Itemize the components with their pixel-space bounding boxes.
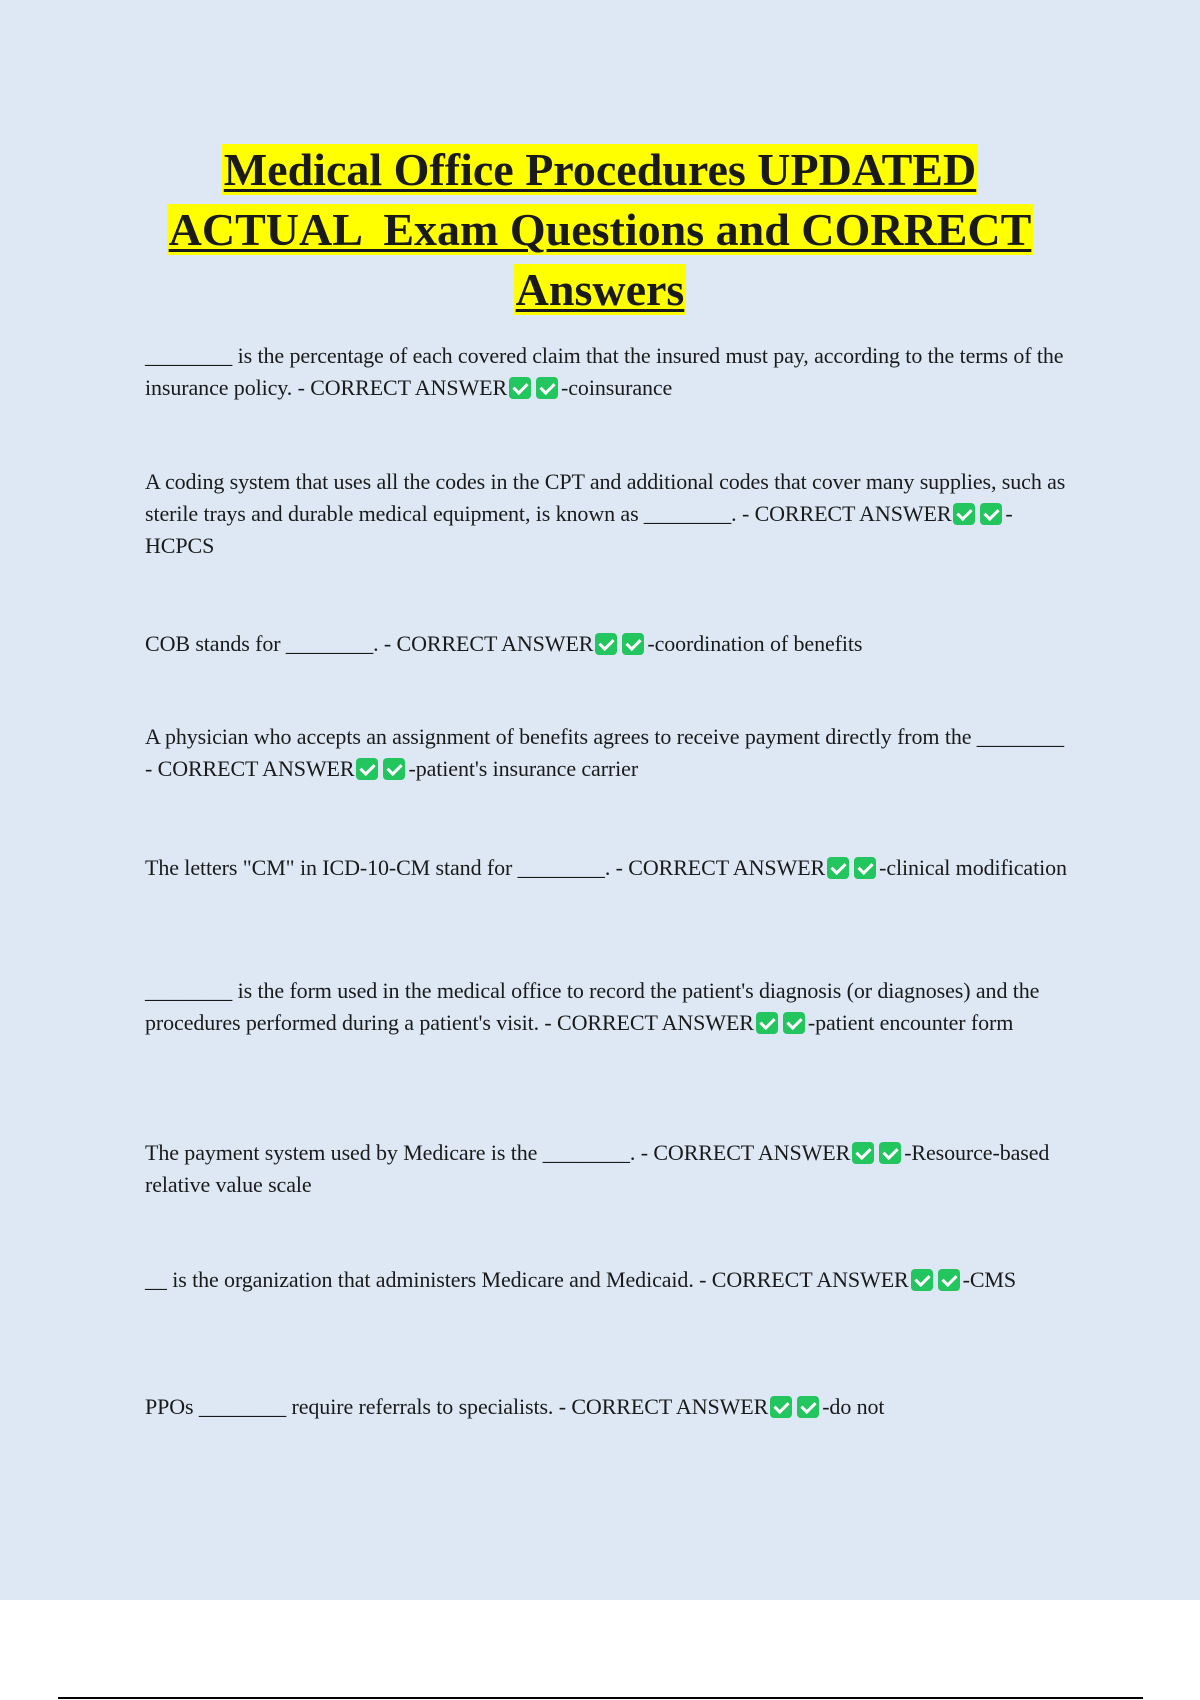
answer-text: -coordination of benefits	[647, 631, 863, 656]
footer-divider	[58, 1697, 1143, 1699]
question-text: The letters "CM" in ICD-10-CM stand for ________.	[145, 855, 616, 880]
question-text: COB stands for ________.	[145, 631, 384, 656]
answer-text: -coinsurance	[561, 375, 673, 400]
question-text: __ is the organization that administers Medicare and Medicaid.	[145, 1267, 700, 1292]
check-icon	[383, 758, 405, 780]
title-line: Medical Office Procedures UPDATED	[223, 144, 977, 195]
question-text: The payment system used by Medicare is the ________.	[145, 1140, 641, 1165]
question-item	[145, 466, 1070, 562]
question-text: PPOs ________ require referrals to specialists.	[145, 1394, 559, 1419]
check-icon	[854, 857, 876, 879]
answer-text: -do not	[822, 1394, 885, 1419]
answer-label: - CORRECT ANSWER	[297, 375, 508, 400]
question-item	[145, 340, 1070, 404]
check-icon	[356, 758, 378, 780]
answer-label: - CORRECT ANSWER	[383, 631, 594, 656]
title-line: ACTUAL Exam Questions and CORRECT	[168, 204, 1032, 255]
check-icon	[911, 1269, 933, 1291]
check-icon	[536, 377, 558, 399]
question-text: A physician who accepts an assignment of benefits agrees to receive payment directly from the ________	[145, 724, 1065, 749]
check-icon	[622, 633, 644, 655]
question-item	[145, 1391, 1070, 1423]
answer-text: -clinical modification	[879, 855, 1067, 880]
check-icon	[797, 1396, 819, 1418]
check-icon	[852, 1142, 874, 1164]
question-item	[145, 628, 1070, 660]
question-text: ________ is the form used in the medical office to record the patient's diagnosis (or diagnoses) and the procedures performed during a patient's visit.	[145, 978, 1040, 1035]
question-item	[145, 975, 1070, 1039]
answer-label: - CORRECT ANSWER	[544, 1010, 754, 1035]
document-title	[100, 140, 1100, 320]
question-item	[145, 852, 1070, 884]
question-item	[145, 721, 1070, 785]
answer-text: -patient's insurance carrier	[408, 756, 639, 781]
question-text: A coding system that uses all the codes in the CPT and additional codes that cover many supplies, such as sterile trays and durable medical equipment, is known as ________.	[145, 469, 1066, 526]
check-icon	[980, 503, 1002, 525]
check-icon	[953, 503, 975, 525]
check-icon	[770, 1396, 792, 1418]
answer-label: - CORRECT ANSWER	[640, 1140, 851, 1165]
answer-label: - CORRECT ANSWER	[558, 1394, 769, 1419]
check-icon	[938, 1269, 960, 1291]
title-line: Answers	[515, 264, 685, 315]
answer-label: - CORRECT ANSWER	[741, 501, 952, 526]
question-item	[145, 1137, 1070, 1201]
check-icon	[827, 857, 849, 879]
check-icon	[879, 1142, 901, 1164]
check-icon	[509, 377, 531, 399]
answer-label: - CORRECT ANSWER	[145, 756, 355, 781]
question-text: ________ is the percentage of each covered claim that the insured must pay, according to the terms of the insurance policy.	[145, 343, 1064, 400]
check-icon	[783, 1012, 805, 1034]
question-item	[145, 1264, 1070, 1296]
answer-text: -HCPCS	[145, 501, 1013, 558]
answer-label: - CORRECT ANSWER	[615, 855, 826, 880]
check-icon	[756, 1012, 778, 1034]
answer-label: - CORRECT ANSWER	[699, 1267, 909, 1292]
answer-text: -patient encounter form	[807, 1010, 1014, 1035]
answer-text: -CMS	[962, 1267, 1017, 1292]
answer-text: -Resource-based relative value scale	[145, 1140, 1050, 1197]
check-icon	[595, 633, 617, 655]
